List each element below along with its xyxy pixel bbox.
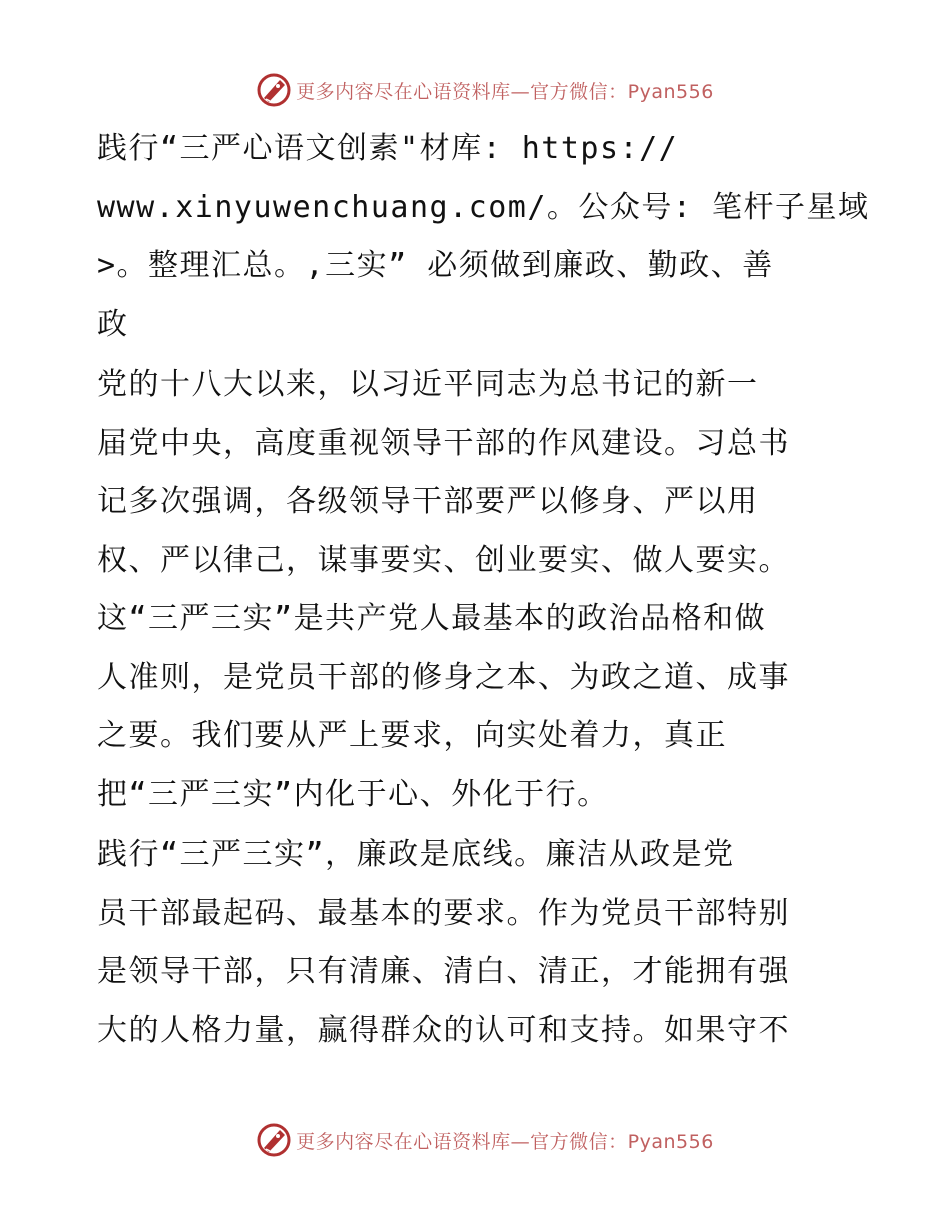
paragraph-line: 大的人格力量，赢得群众的认可和支持。如果守不	[97, 1012, 790, 1048]
paragraph-line: 这“三严三实”是共产党人最基本的政治品格和做	[97, 601, 767, 636]
paragraph-line: 是领导干部，只有清廉、清白、清正，才能拥有强	[97, 954, 790, 989]
header-banner-inner	[256, 72, 714, 108]
paragraph-line: >。整理汇总。,三实” 必须做到廉政、勤政、善	[97, 248, 774, 283]
paragraph-line: 把“三严三实”内化于心、外化于行。	[97, 776, 609, 812]
paragraph-line: 之要。我们要从严上要求，向实处着力，真正	[97, 718, 727, 753]
header-banner-text	[296, 77, 714, 104]
paragraph-2	[97, 356, 857, 824]
header-banner	[0, 70, 950, 110]
paragraph-line: 权、严以律己，谋事要实、创业要实、做人要实。	[97, 542, 790, 578]
paragraph-line: 党的十八大以来，以习近平同志为总书记的新一	[97, 367, 759, 402]
paragraph-line: 员干部最起码、最基本的要求。作为党员干部特别	[97, 895, 790, 931]
paragraph-line: www.xinyuwenchuang.com/。公众号: 笔杆子星域	[97, 189, 870, 225]
paragraph-line: 践行“三严三实”，廉政是底线。廉洁从政是党	[97, 837, 735, 872]
pen-nib-logo-icon	[256, 1122, 292, 1158]
pen-nib-logo-icon	[256, 72, 292, 108]
footer-banner-label: 更多内容尽在心语资料库—官方微信：	[296, 1130, 628, 1153]
paragraph-line: 践行“三严心语文创素"材库: https://	[97, 131, 679, 166]
header-banner-label: 更多内容尽在心语资料库—官方微信：	[296, 80, 628, 103]
footer-banner-inner	[256, 1122, 714, 1158]
footer-banner	[0, 1120, 950, 1160]
paragraph-line: 记多次强调，各级领导干部要严以修身、严以用	[97, 484, 759, 519]
paragraph-line: 政	[97, 306, 129, 342]
footer-banner-handle: Pyan556	[627, 1130, 714, 1153]
footer-banner-text	[296, 1127, 714, 1154]
header-banner-handle: Pyan556	[627, 80, 714, 103]
document-body	[97, 120, 870, 1060]
paragraph-line: 人准则，是党员干部的修身之本、为政之道、成事	[97, 659, 790, 695]
paragraph-3	[97, 826, 857, 1060]
paragraph-line: 届党中央，高度重视领导干部的作风建设。习总书	[97, 425, 790, 461]
paragraph-1	[97, 120, 870, 354]
